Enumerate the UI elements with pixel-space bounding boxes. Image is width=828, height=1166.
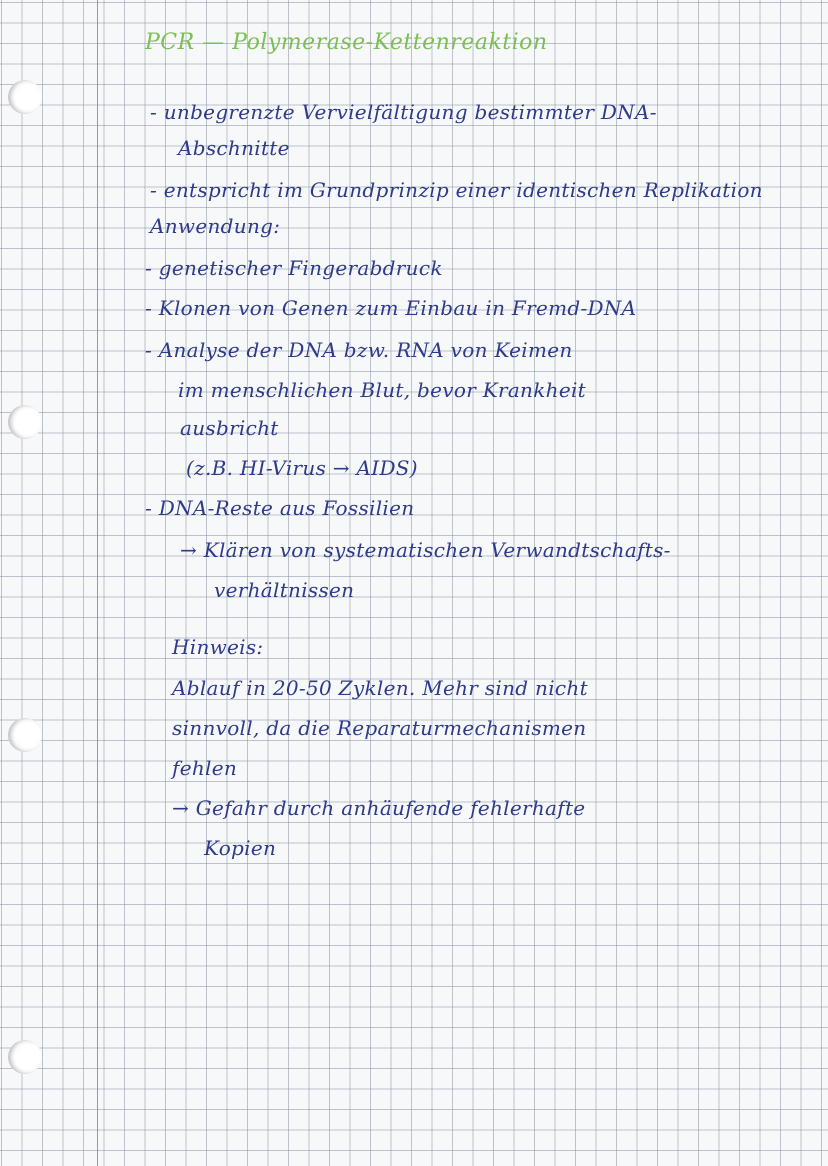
note-line: (z.B. HI-Virus → AIDS) xyxy=(186,456,418,480)
note-line: → Klären von systematischen Verwandtschafts- xyxy=(180,538,671,562)
note-line: Ablauf in 20-50 Zyklen. Mehr sind nicht xyxy=(172,676,588,700)
note-line: verhältnissen xyxy=(214,578,355,602)
note-line: - unbegrenzte Vervielfältigung bestimmter DNA- xyxy=(150,100,657,124)
note-heading: Anwendung: xyxy=(150,214,281,238)
note-line: Abschnitte xyxy=(178,136,290,160)
note-line: → Gefahr durch anhäufende fehlerhafte xyxy=(172,796,586,820)
page-title: PCR — Polymerase-Kettenreaktion xyxy=(145,30,548,55)
punch-hole xyxy=(8,718,42,752)
note-line: im menschlichen Blut, bevor Krankheit xyxy=(178,378,586,402)
note-line: ausbricht xyxy=(180,416,279,440)
note-line: - DNA-Reste aus Fossilien xyxy=(145,496,415,520)
punch-hole xyxy=(8,405,42,439)
margin-line xyxy=(97,0,98,1166)
note-line: Kopien xyxy=(204,836,277,860)
note-line: - genetischer Fingerabdruck xyxy=(145,256,443,280)
note-line: sinnvoll, da die Reparaturmechanismen xyxy=(172,716,587,740)
note-line: fehlen xyxy=(172,756,238,780)
note-line: - entspricht im Grundprinzip einer identischen Replikation xyxy=(150,178,763,202)
note-line: - Klonen von Genen zum Einbau in Fremd-DNA xyxy=(145,296,637,320)
punch-hole xyxy=(8,80,42,114)
note-line: - Analyse der DNA bzw. RNA von Keimen xyxy=(145,338,573,362)
note-heading: Hinweis: xyxy=(172,635,264,659)
punch-hole xyxy=(8,1040,42,1074)
